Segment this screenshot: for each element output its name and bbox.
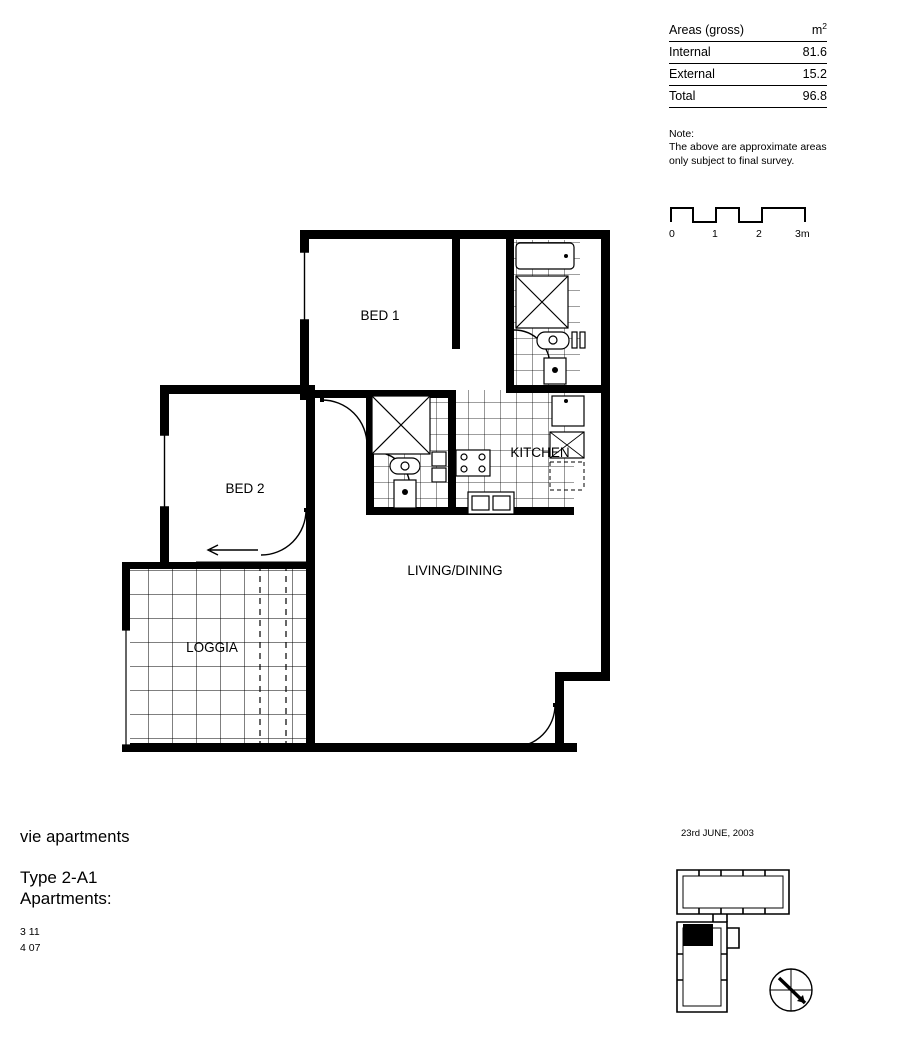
areas-row-internal [669, 42, 827, 63]
areas-note-title: Note: [669, 128, 695, 140]
areas-row-value: 15.2 [802, 67, 827, 82]
date-stamp: 23rd JUNE, 2003 [681, 828, 754, 839]
apartment-number: 3 11 [20, 925, 40, 938]
apartment-number-list [20, 924, 340, 957]
scale-bar [669, 200, 819, 242]
areas-row-label: External [669, 67, 715, 82]
key-plan [669, 862, 829, 1022]
loggia-floor [122, 562, 308, 748]
apartments-label: Apartments: [20, 889, 112, 909]
apartment-number: 4 07 [20, 941, 41, 954]
scale-tick-2: 2 [756, 228, 762, 240]
areas-row-label: Total [669, 89, 696, 104]
areas-title: Areas (gross) [669, 23, 745, 38]
room-label-loggia: LOGGIA [186, 640, 238, 655]
scale-bar-graphic [669, 200, 815, 226]
areas-header-row [669, 18, 827, 41]
room-label-living-dining: LIVING/DINING [407, 563, 503, 578]
areas-row-value: 81.6 [802, 45, 827, 60]
scale-tick-0: 0 [669, 228, 675, 240]
title-block [20, 828, 340, 956]
key-plan-highlight [683, 924, 713, 946]
brand-name: vie apartments [20, 828, 130, 846]
key-plan-drawing [669, 862, 829, 1022]
areas-unit: $m^2$ [811, 21, 827, 38]
floor-plan [100, 210, 640, 780]
areas-row-external [669, 64, 827, 85]
areas-row-total [669, 86, 827, 107]
scale-tick-3: 3m [795, 228, 810, 240]
areas-divider-4 [669, 107, 827, 108]
scale-tick-1: 1 [712, 228, 718, 240]
north-compass-icon [770, 969, 812, 1011]
areas-note [669, 128, 829, 168]
room-label-kitchen: KITCHEN [510, 445, 570, 460]
areas-note-body: The above are approximate areas only subject to final survey. [669, 141, 827, 167]
floor-plan-drawing [100, 210, 640, 780]
plan-type-label: Type 2-A1 [20, 868, 98, 887]
areas-row-value: 96.8 [802, 89, 827, 104]
room-label-bed-2: BED 2 [225, 481, 265, 496]
room-label-bed-1: BED 1 [360, 308, 400, 323]
areas-row-label: Internal [669, 45, 711, 60]
scale-tick-labels [669, 228, 815, 242]
areas-table [669, 18, 827, 108]
